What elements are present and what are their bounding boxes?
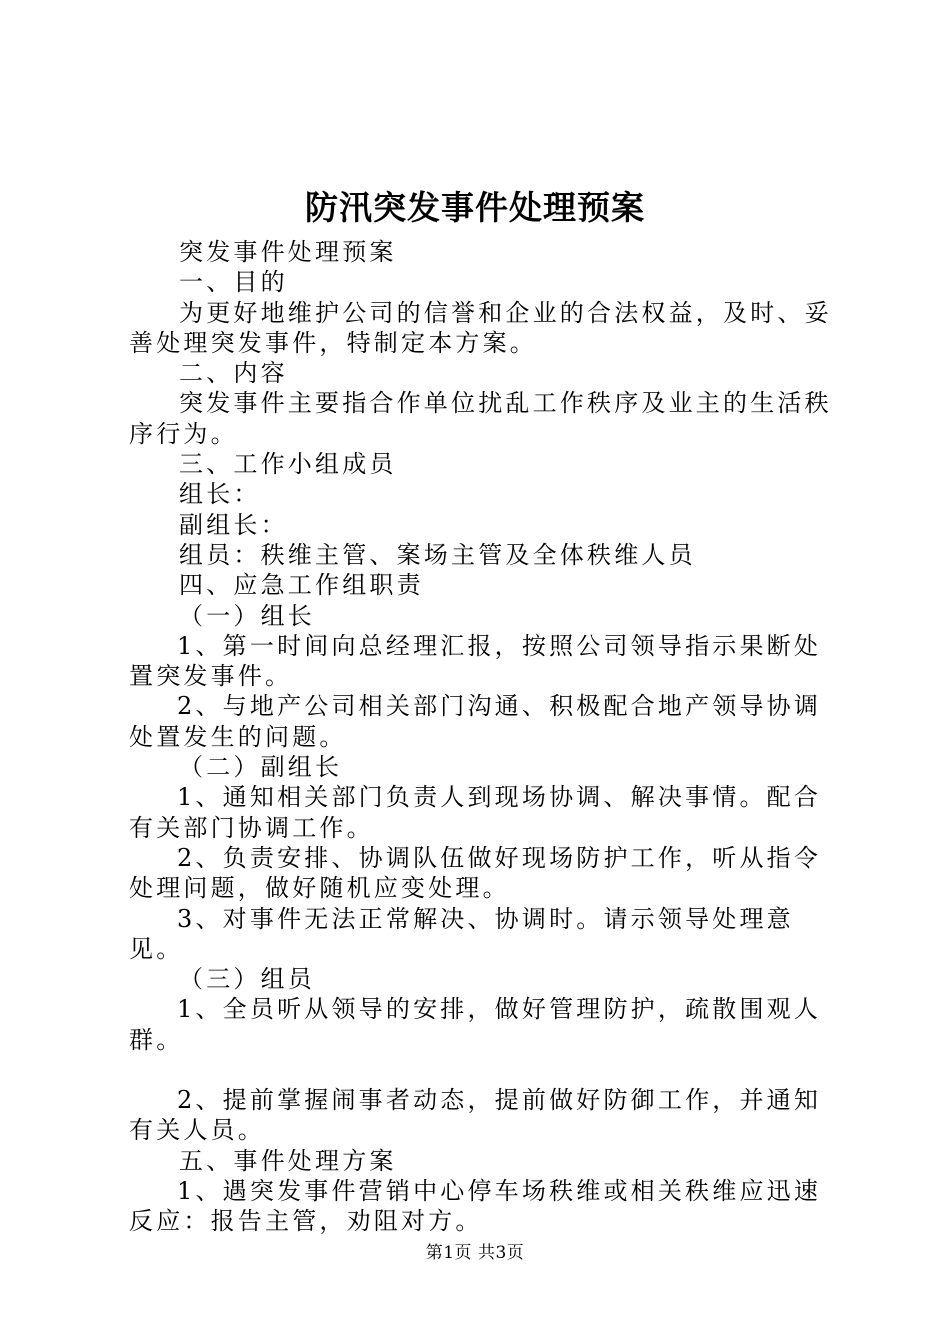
- paragraph-subtitle: 突发事件处理预案: [179, 238, 397, 266]
- deputy-duty-2: 2、负责安排、协调队伍做好现场防护工作，听从指令处理问题，做好随机应变处理。: [129, 843, 822, 903]
- subheading-deputy-leader: （二）副组长: [179, 753, 343, 782]
- handling-step-1: 1、遇突发事件营销中心停车场秩维或相关秩维应迅速反应：报告主管，劝阻对方。: [129, 1176, 822, 1236]
- member-duty-2: 2、提前掌握闹事者动态，提前做好防御工作，并通知有关人员。: [129, 1086, 822, 1145]
- team-deputy-leader: 副组长：: [179, 510, 288, 539]
- paragraph-content: 突发事件主要指合作单位扰乱工作秩序及业主的生活秩序行为。: [129, 389, 832, 448]
- subheading-leader: （一）组长: [179, 601, 315, 630]
- heading-content: 二、内容: [179, 359, 288, 388]
- deputy-duty-1: 1、通知相关部门负责人到现场协调、解决事情。配合有关部门协调工作。: [129, 783, 822, 842]
- team-members: 组员：秩维主管、案场主管及全体秩维人员: [179, 540, 696, 569]
- document-body: [129, 237, 834, 1237]
- member-duty-1: 1、全员听从领导的安排，做好管理防护，疏散围观人群。: [129, 995, 822, 1054]
- document-title: 防汛突发事件处理预案: [305, 188, 645, 227]
- leader-duty-2: 2、与地产公司相关部门沟通、积极配合地产领导协调处置发生的问题。: [129, 692, 822, 751]
- paragraph-purpose: 为更好地维护公司的信誉和企业的合法权益，及时、妥善处理突发事件，特制定本方案。: [129, 298, 832, 357]
- heading-purpose: 一、目的: [179, 268, 288, 297]
- heading-team-members: 三、工作小组成员: [179, 450, 397, 479]
- leader-duty-1: 1、第一时间向总经理汇报，按照公司领导指示果断处置突发事件。: [129, 631, 822, 691]
- subheading-members: （三）组员: [179, 965, 315, 994]
- team-leader: 组长：: [179, 480, 261, 509]
- heading-responsibilities: 四、应急工作组职责: [179, 571, 424, 600]
- heading-handling-plan: 五、事件处理方案: [179, 1146, 397, 1175]
- page-number-footer: 第1页 共3页: [425, 1243, 525, 1263]
- deputy-duty-3: 3、对事件无法正常解决、协调时。请示领导处理意见。: [129, 904, 794, 963]
